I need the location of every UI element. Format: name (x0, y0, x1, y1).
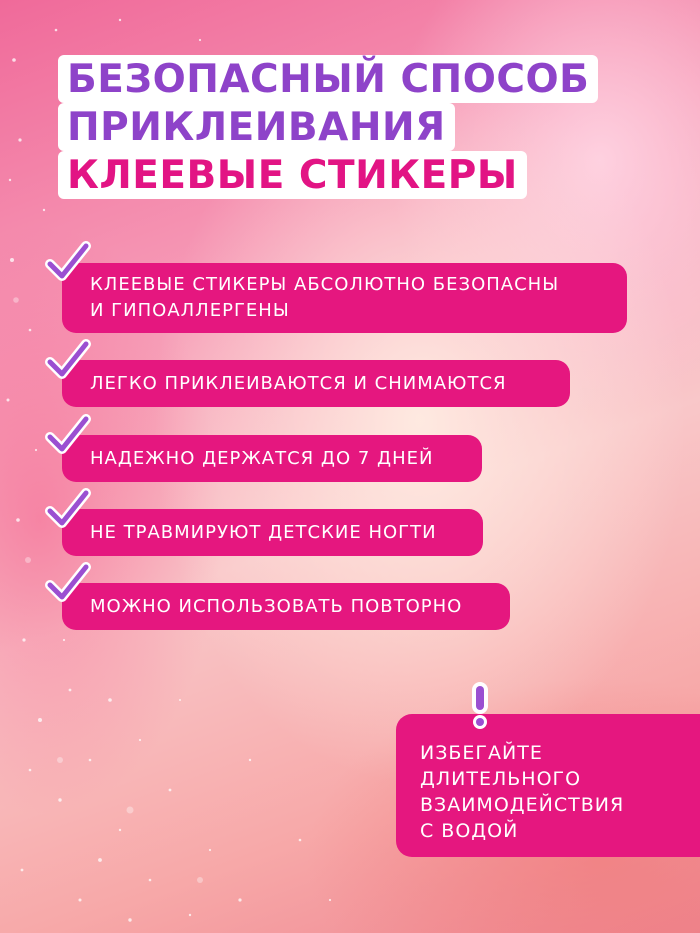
checkmark-icon (44, 338, 92, 382)
benefit-text: НЕ ТРАВМИРУЮТ ДЕТСКИЕ НОГТИ (90, 521, 437, 543)
title-line-2: ПРИКЛЕИВАНИЯ (58, 103, 455, 151)
warning-text: ВЗАИМОДЕЙСТВИЯ (420, 794, 625, 816)
benefit-text: ЛЕГКО ПРИКЛЕИВАЮТСЯ И СНИМАЮТСЯ (90, 372, 507, 394)
warning-text: ДЛИТЕЛЬНОГО (420, 768, 582, 790)
page-title (58, 55, 598, 199)
checkmark-icon (44, 413, 92, 457)
checkmark-icon (44, 487, 92, 531)
checkmark-icon (44, 240, 92, 284)
benefit-item (62, 435, 482, 482)
benefit-item (62, 583, 510, 630)
exclamation-icon (464, 680, 496, 730)
benefit-text: МОЖНО ИСПОЛЬЗОВАТЬ ПОВТОРНО (90, 595, 463, 617)
warning-text: ИЗБЕГАЙТЕ (420, 742, 543, 764)
title-line-3: КЛЕЕВЫЕ СТИКЕРЫ (58, 151, 527, 199)
benefit-text: КЛЕЕВЫЕ СТИКЕРЫ АБСОЛЮТНО БЕЗОПАСНЫ (90, 274, 560, 295)
benefit-item (62, 360, 570, 407)
title-line-1: БЕЗОПАСНЫЙ СПОСОБ (58, 55, 598, 103)
warning-box (396, 714, 700, 857)
benefit-text: И ГИПОАЛЛЕРГЕНЫ (90, 300, 290, 321)
warning-text: С ВОДОЙ (420, 820, 519, 842)
benefit-item (62, 509, 483, 556)
benefit-item (62, 263, 627, 333)
benefit-text: НАДЕЖНО ДЕРЖАТСЯ ДО 7 ДНЕЙ (90, 447, 434, 469)
checkmark-icon (44, 561, 92, 605)
